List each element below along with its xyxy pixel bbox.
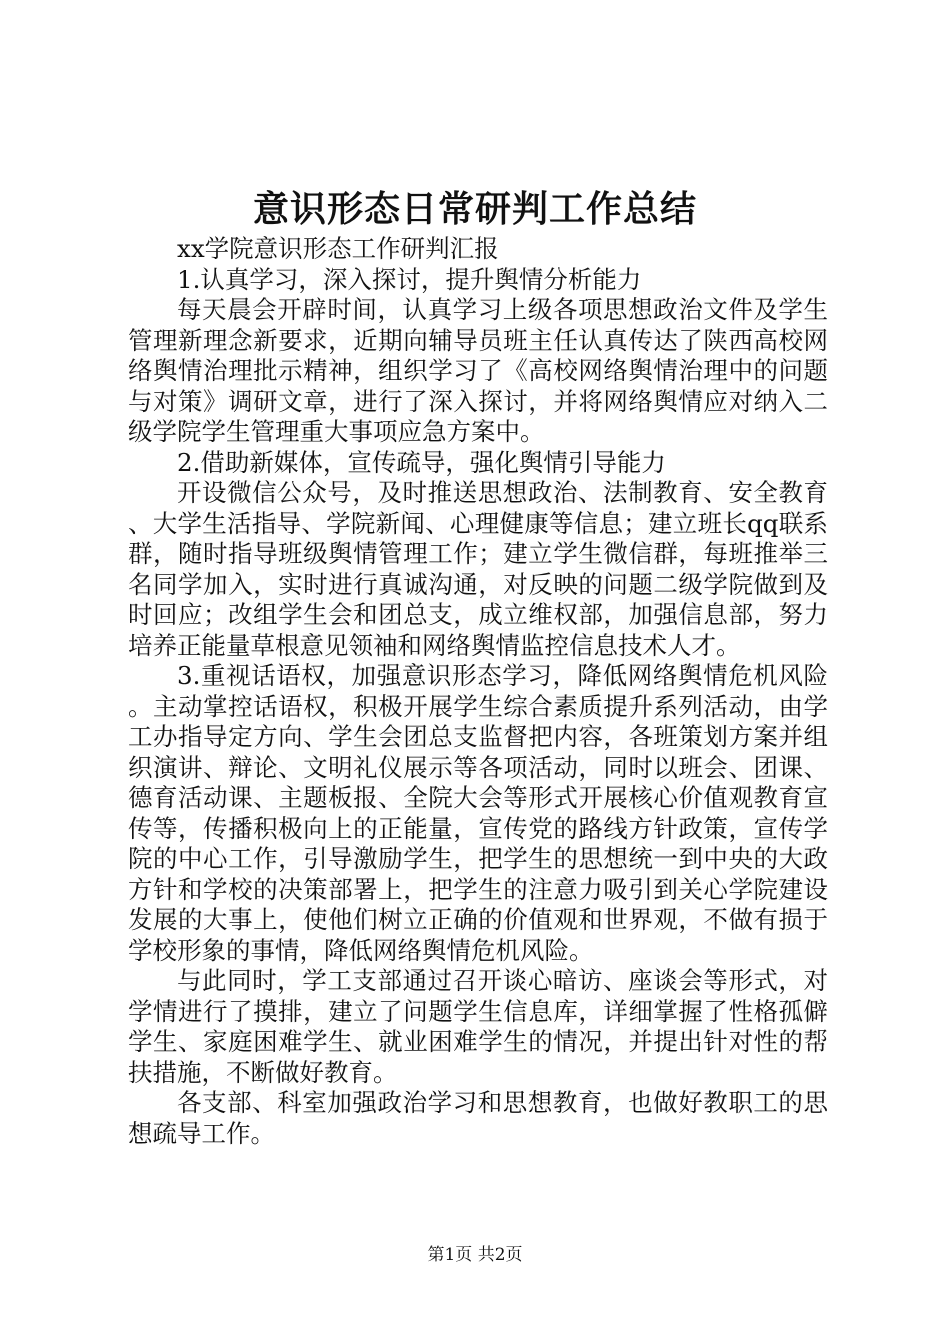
section-heading-1: 1.认真学习，深入探讨，提升舆情分析能力 xyxy=(177,264,642,294)
section-paragraph-3: 3.重视话语权，加强意识形态学习，降低网络舆情危机风险。主动掌控话语权，积极开展学生综合素质提升系列活动，由学工办指导定方向、学生会团总支监督把内容，各班策划方案并组织演讲、辩论、文明礼仪展示等各项活动，同时以班会、团课、德育活动课、主题板报、全院大会等形式开展核心价值观教育宣传等，传播积极向上的正能量，宣传党的路线方针政策，宣传学院的中心工作，引导激励学生，把学生的思想统一到中央的大政方针和学校的决策部署上，把学生的注意力吸引到关心学院建设发展的大事上，使他们树立正确的价值观和世界观，不做有损于学校形象的事情，降低网络舆情危机风险。 xyxy=(128,661,828,965)
document-body xyxy=(128,234,828,1149)
document-title: 意识形态日常研判工作总结 xyxy=(252,188,697,230)
body-paragraph: 每天晨会开辟时间，认真学习上级各项思想政治文件及学生管理新理念新要求，近期向辅导员班主任认真传达了陕西高校网络舆情治理批示精神，组织学习了《高校网络舆情治理中的问题与对策》调研文章，进行了深入探讨，并将网络舆情应对纳入二级学院学生管理重大事项应急方案中。 xyxy=(128,295,828,446)
body-paragraph: 各支部、科室加强政治学习和思想教育，也做好教职工的思想疏导工作。 xyxy=(128,1088,828,1148)
section-heading-2: 2.借助新媒体，宣传疏导，强化舆情引导能力 xyxy=(177,447,666,477)
report-heading: xx学院意识形态工作研判汇报 xyxy=(177,234,499,263)
page-number-footer: 第1页 共2页 xyxy=(427,1245,523,1265)
body-paragraph: 开设微信公众号，及时推送思想政治、法制教育、安全教育、大学生活指导、学院新闻、心理健康等信息；建立班长qq联系群，随时指导班级舆情管理工作；建立学生微信群，每班推举三名同学加入，实时进行真诚沟通，对反映的问题二级学院做到及时回应；改组学生会和团总支，成立维权部，加强信息部，努力培养正能量草根意见领袖和网络舆情监控信息技术人才。 xyxy=(128,478,828,660)
body-paragraph: 与此同时，学工支部通过召开谈心暗访、座谈会等形式，对学情进行了摸排，建立了问题学生信息库，详细掌握了性格孤僻学生、家庭困难学生、就业困难学生的情况，并提出针对性的帮扶措施，不断做好教育。 xyxy=(128,966,828,1087)
